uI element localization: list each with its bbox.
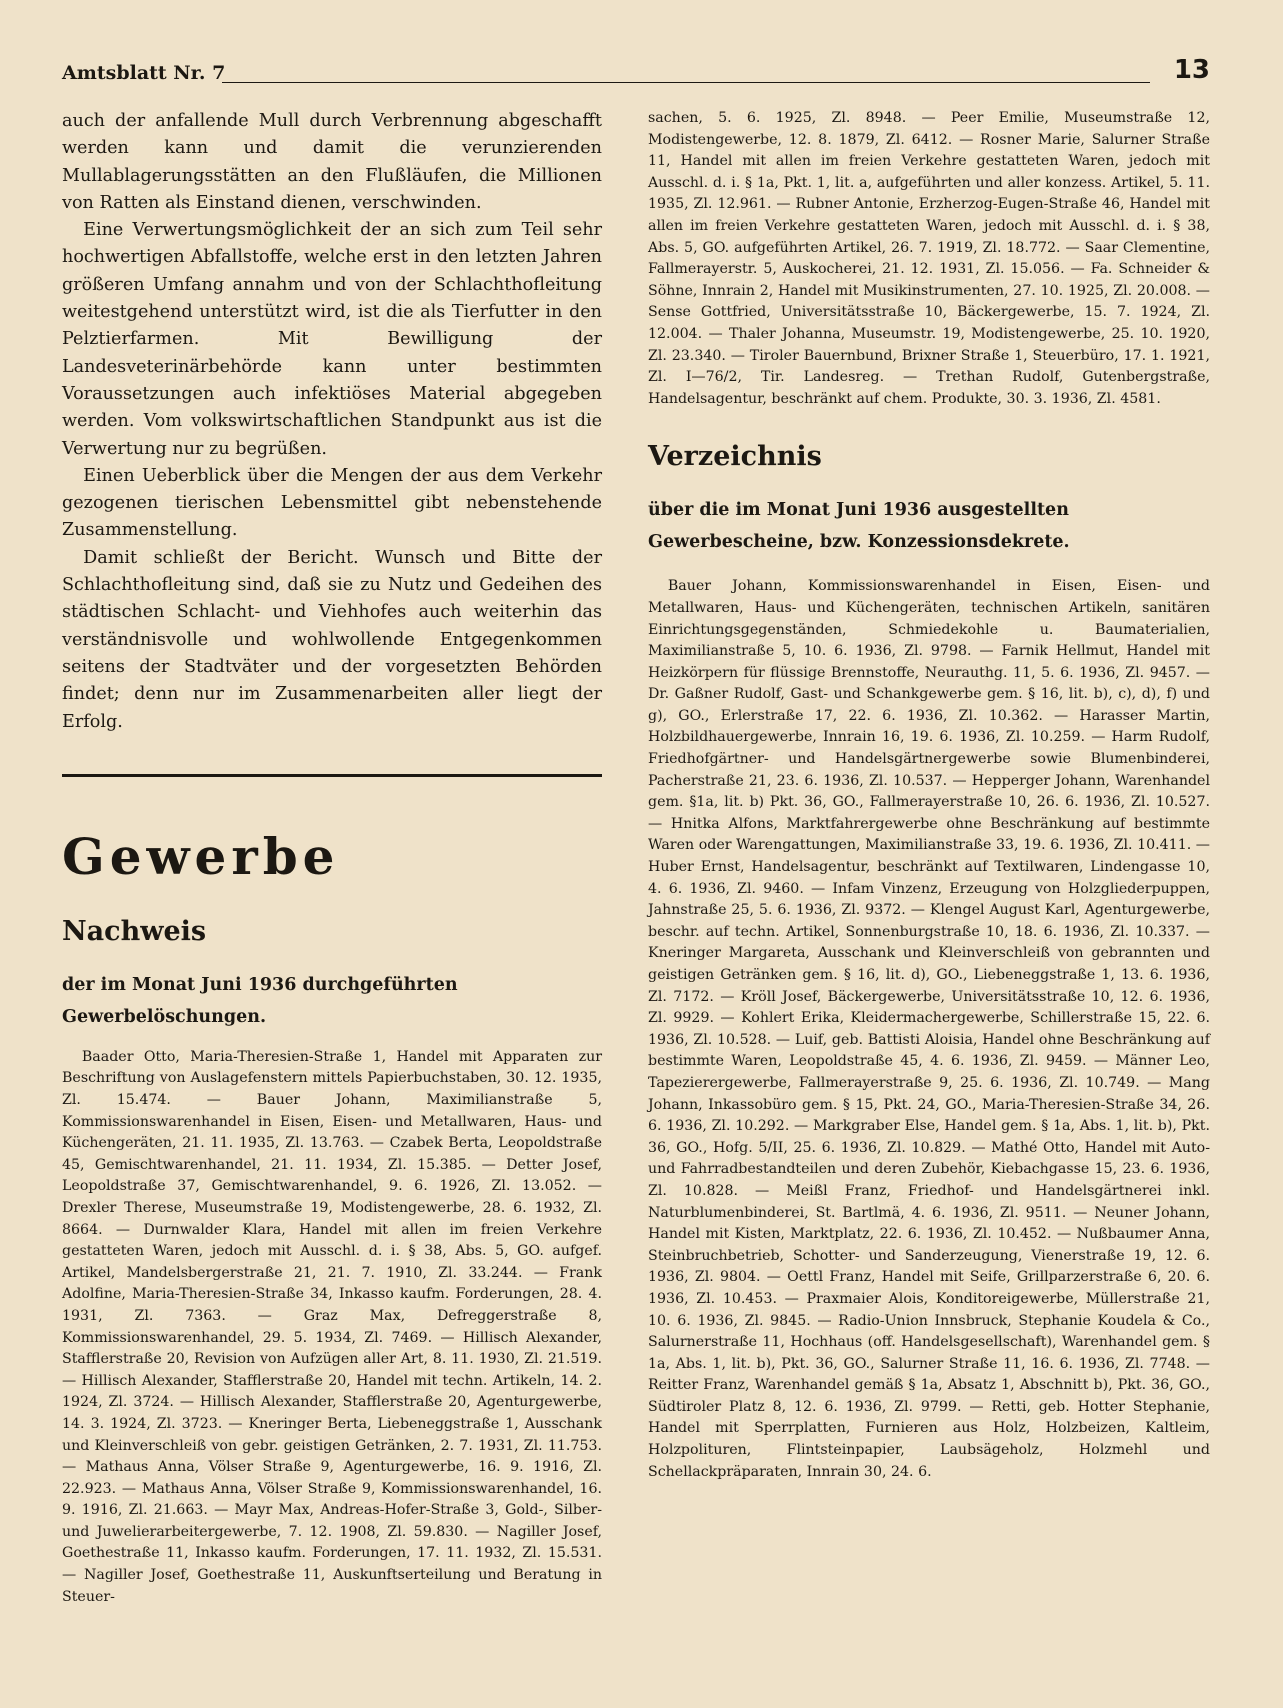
listing-cancellations: Baader Otto, Maria-Theresien-Straße 1, Handel mit Apparaten zur Beschriftung von Auslagefenstern mittels Papierbuchstaben, 30. 12. 1935, Zl. 15.474. — Bauer Johann, Maximilianstraße 5, Kommissionswarenhandel in Eisen, Eisen- und Metallwaren, Haus- und Küchengeräten, 21. 11. 1935, Zl. 13.763. — Czabek Berta, Leopoldstraße 45, Gemischtwarenhandel, 21. 11. 1934, Zl. 15.385. — Detter Josef, Leopoldstraße 37, Gemischtwarenhandel, 9. 6. 1926, Zl. 13.052. — Drexler Therese, Museumstraße 19, Modistengewerbe, 28. 6. 1932, Zl. 8664. — Durnwalder Klara, Handel mit allen im freien Verkehre gestatteten Waren, jedoch mit Ausschl. d. i. § 38, Abs. 5, GO. aufgef. Artikel, Mandelsbergerstraße 21, 21. 7. 1910, Zl. 33.244. — Frank Adolfine, Maria-Theresien-Straße 34, Inkasso kaufm. Forderungen, 28. 4. 1931, Zl. 7363. — Graz Max, Defreggerstraße 8, Kommissionswarenhandel, 29. 5. 1934, Zl. 7469. — Hillisch Alexander, Stafflerstraße 20, Revision von Aufzügen aller Art, 8. 11. 1930, Zl. 21.519. — Hillisch Alexander, Stafflerstraße 20, Handel mit techn. Artikeln, 14. 2. 1924, Zl. 3724. — Hillisch Alexander, Stafflerstraße 20, Agenturgewerbe, 14. 3. 1924, Zl. 3723. — Kneringer Berta, Liebeneggstraße 1, Ausschank und Kleinverschleiß von gebr. geistigen Getränken, 2. 7. 1931, Zl. 11.753. — Mathaus Anna, Völser Straße 9, Agenturgewerbe, 16. 9. 1916, Zl. 22.923. — Mathaus Anna, Völser Straße 9, Kommissionswarenhandel, 16. 9. 1916, Zl. 21.663. — Mayr Max, Andreas-Hofer-Straße 3, Gold-, Silber- und Juwelierarbeitergewerbe, 7. 12. 1908, Zl. 59.830. — Nagiller Josef, Goethestraße 11, Inkasso kaufm. Forderungen, 17. 11. 1932, Zl. 15.531. — Nagiller Josef, Goethestraße 11, Auskunftserteilung und Beratung in Steuer- — [62, 1048, 602, 1605]
paragraph-1: auch der anfallende Mull durch Verbrennung abgeschafft werden kann und damit die verunzierenden Mullablagerungsstätten an den Flußläufen, die Millionen von Ratten als Einstand dienen, verschwinden. — [62, 111, 602, 213]
subsection-text: der im Monat Juni 1936 durchgeführten Gewerbelöschungen. — [62, 974, 458, 1027]
right-column — [648, 108, 1210, 1483]
section-title: Gewerbe — [62, 826, 340, 886]
header-rule — [222, 82, 1150, 83]
listing-continuation: sachen, 5. 6. 1925, Zl. 8948. — Peer Emilie, Museumstraße 12, Modistengewerbe, 12. 8. 1879, Zl. 6412. — Rosner Marie, Salurner Straße 11, Handel mit allen im freien Verkehre gestatteten Waren, jedoch mit Ausschl. d. i. § 1a, Pkt. 1, lit. a, aufgeführten und aller konzess. Artikel, 5. 11. 1935, Zl. 12.961. — Rubner Antonie, Erzherzog-Eugen-Straße 46, Handel mit allen im freien Verkehre gestatteten Waren, jedoch mit Ausschl. d. i. § 38, Abs. 5, GO. aufgeführten Artikel, 26. 7. 1919, Zl. 18.772. — Saar Clementine, Fallmerayerstr. 5, Auskocherei, 21. 12. 1931, Zl. 15.056. — Fa. Schneider & Söhne, Innrain 2, Handel mit Musikinstrumenten, 27. 10. 1925, Zl. 20.008. — Sense Gottfried, Universitätsstraße 10, Bäckergewerbe, 15. 7. 1924, Zl. 12.004. — Thaler Johanna, Museumstr. 19, Modistengewerbe, 25. 10. 1920, Zl. 23.340. — Tiroler Bauernbund, Brixner Straße 1, Steuerbüro, 17. 1. 1921, Zl. I—76/2, Tir. Landesreg. — Trethan Rudolf, Gutenbergstraße, Handelsagentur, beschränkt auf chem. Produkte, 30. 3. 1936, Zl. 4581. — [648, 110, 1210, 407]
header-title: Amtsblatt Nr. 7 — [62, 62, 226, 84]
section-divider — [62, 774, 602, 777]
left-column — [62, 108, 602, 1608]
subsection-title: Nachweis — [62, 915, 207, 947]
page-number: 13 — [1173, 55, 1210, 85]
subsection-text-right: über die im Monat Juni 1936 ausgestellten Gewerbescheine, bzw. Konzessionsdekrete. — [648, 500, 1070, 553]
paragraph-4: Damit schließt der Bericht. Wunsch und Bitte der Schlachthofleitung sind, daß sie zu Nutz und Gedeihen des städtischen Schlacht- und Viehhofes auch weiterhin das verständnisvolle und wohlwollende Entgegenkommen seitens der Stadtväter und der vorgesetzten Behörden findet; denn nur im Zusammenarbeiten aller liegt der Erfolg. — [62, 547, 602, 732]
page-header — [62, 55, 1210, 95]
subsection-title-right: Verzeichnis — [648, 441, 822, 473]
listing-issued: Bauer Johann, Kommissionswarenhandel in Eisen, Eisen- und Metallwaren, Haus- und Küchengeräten, technischen Artikeln, sanitären Einrichtungsgegenständen, Schmiedekohle u. Baumaterialien, Maximilianstraße 5, 10. 6. 1936, Zl. 9798. — Farnik Hellmut, Handel mit Heizkörpern für flüssige Brennstoffe, Neurauthg. 11, 5. 6. 1936, Zl. 9457. — Dr. Gaßner Rudolf, Gast- und Schankgewerbe gem. § 16, lit. b), c), d), f) und g), GO., Erlerstraße 17, 22. 6. 1936, Zl. 10.362. — Harasser Martin, Holzbildhauergewerbe, Innrain 16, 19. 6. 1936, Zl. 10.259. — Harm Rudolf, Friedhofgärtner- und Handelsgärtnergewerbe sowie Blumenbinderei, Pacherstraße 21, 23. 6. 1936, Zl. 10.537. — Hepperger Johann, Warenhandel gem. §1a, lit. b) Pkt. 36, GO., Fallmerayerstraße 10, 26. 6. 1936, Zl. 10.527. — Hnitka Alfons, Marktfahrergewerbe ohne Beschränkung auf bestimmte Waren oder Warengattungen, Maximilianstraße 33, 19. 6. 1936, Zl. 10.411. — Huber Ernst, Handelsagentur, beschränkt auf Textilwaren, Lindengasse 10, 4. 6. 1936, Zl. 9460. — Infam Vinzenz, Erzeugung von Holzgliederpuppen, Jahnstraße 25, 5. 6. 1936, Zl. 9372. — Klengel August Karl, Agenturgewerbe, beschr. auf techn. Artikel, Sonnenburgstraße 10, 18. 6. 1936, Zl. 10.337. — Kneringer Margareta, Ausschank und Kleinverschleiß von gebrannten und geistigen Getränken gem. § 16, lit. d), GO., Liebeneggstraße 1, 13. 6. 1936, Zl. 7172. — Kröll Josef, Bäckergewerbe, Universitätsstraße 10, 12. 6. 1936, Zl. 9929. — Kohlert Erika, Kleidermachergewerbe, Schillerstraße 15, 22. 6. 1936, Zl. 10.528. — Luif, geb. Battisti Aloisia, Handel ohne Beschränkung auf bestimmte Waren, Leopoldstraße 45, 4. 6. 1936, Zl. 9459. — Männer Leo, Tapezierergewerbe, Fallmerayerstraße 9, 25. 6. 1936, Zl. 10.749. — Mang Johann, Inkassobüro gem. § 15, Pkt. 24, GO., Maria-Theresien-Straße 34, 26. 6. 1936, Zl. 10.292. — Markgraber Else, Handel gem. § 1a, Abs. 1, lit. b), Pkt. 36, GO., Hofg. 5/II, 25. 6. 1936, Zl. 10.829. — Mathé Otto, Handel mit Auto- und Fahrradbestandteilen und deren Zubehör, Kiebachgasse 15, 23. 6. 1936, Zl. 10.828. — Meißl Franz, Friedhof- und Handelsgärtnerei inkl. Naturblumenbinderei, St. Bartlmä, 4. 6. 1936, Zl. 9511. — Neuner Johann, Handel mit Kisten, Marktplatz, 22. 6. 1936, Zl. 10.452. — Nußbaumer Anna, Steinbruchbetrieb, Schotter- und Sanderzeugung, Vienerstraße 19, 12. 6. 1936, Zl. 9804. — Oettl Franz, Handel mit Seife, Grillparzerstraße 6, 20. 6. 1936, Zl. 10.453. — Praxmaier Alois, Konditoreigewerbe, Müllerstraße 21, 10. 6. 1936, Zl. 9845. — Radio-Union Innsbruck, Stephanie Koudela & Co., Salurnerstraße 11, Hochhaus (off. Handelsgesellschaft), Warenhandel gem. § 1a, Abs. 1, lit. b), Pkt. 36, GO., Salurner Straße 11, 16. 6. 1936, Zl. 7748. — Reitter Franz, Warenhandel gemäß § 1a, Absatz 1, Abschnitt b), Pkt. 36, GO., Südtiroler Platz 8, 12. 6. 1936, Zl. 9799. — Retti, geb. Hotter Stephanie, Handel mit Sperrplatten, Furnieren aus Holz, Holzbeizen, Kaltleim, Holzpolituren, Flintsteinpapier, Laubsägeholz, Holzmehl und Schellackpräparaten, Innrain 30, 24. 6. — [648, 578, 1210, 1480]
paragraph-2: Eine Verwertungsmöglichkeit der an sich zum Teil sehr hochwertigen Abfallstoffe, welche erst in den letzten Jahren größeren Umfang annahm und von der Schlachthofleitung weitestgehend unterstützt wird, ist die als Tierfutter in den Pelztierfarmen. Mit Bewilligung der Landesveterinärbehörde kann unter bestimmten Voraussetzungen auch infektiöses Material abgegeben werden. Vom volkswirtschaftlichen Standpunkt aus ist die Verwertung nur zu begrüßen. — [62, 220, 602, 459]
paragraph-3: Einen Ueberblick über die Mengen der aus dem Verkehr gezogenen tierischen Lebensmittel gibt nebenstehende Zusammenstellung. — [62, 465, 602, 541]
